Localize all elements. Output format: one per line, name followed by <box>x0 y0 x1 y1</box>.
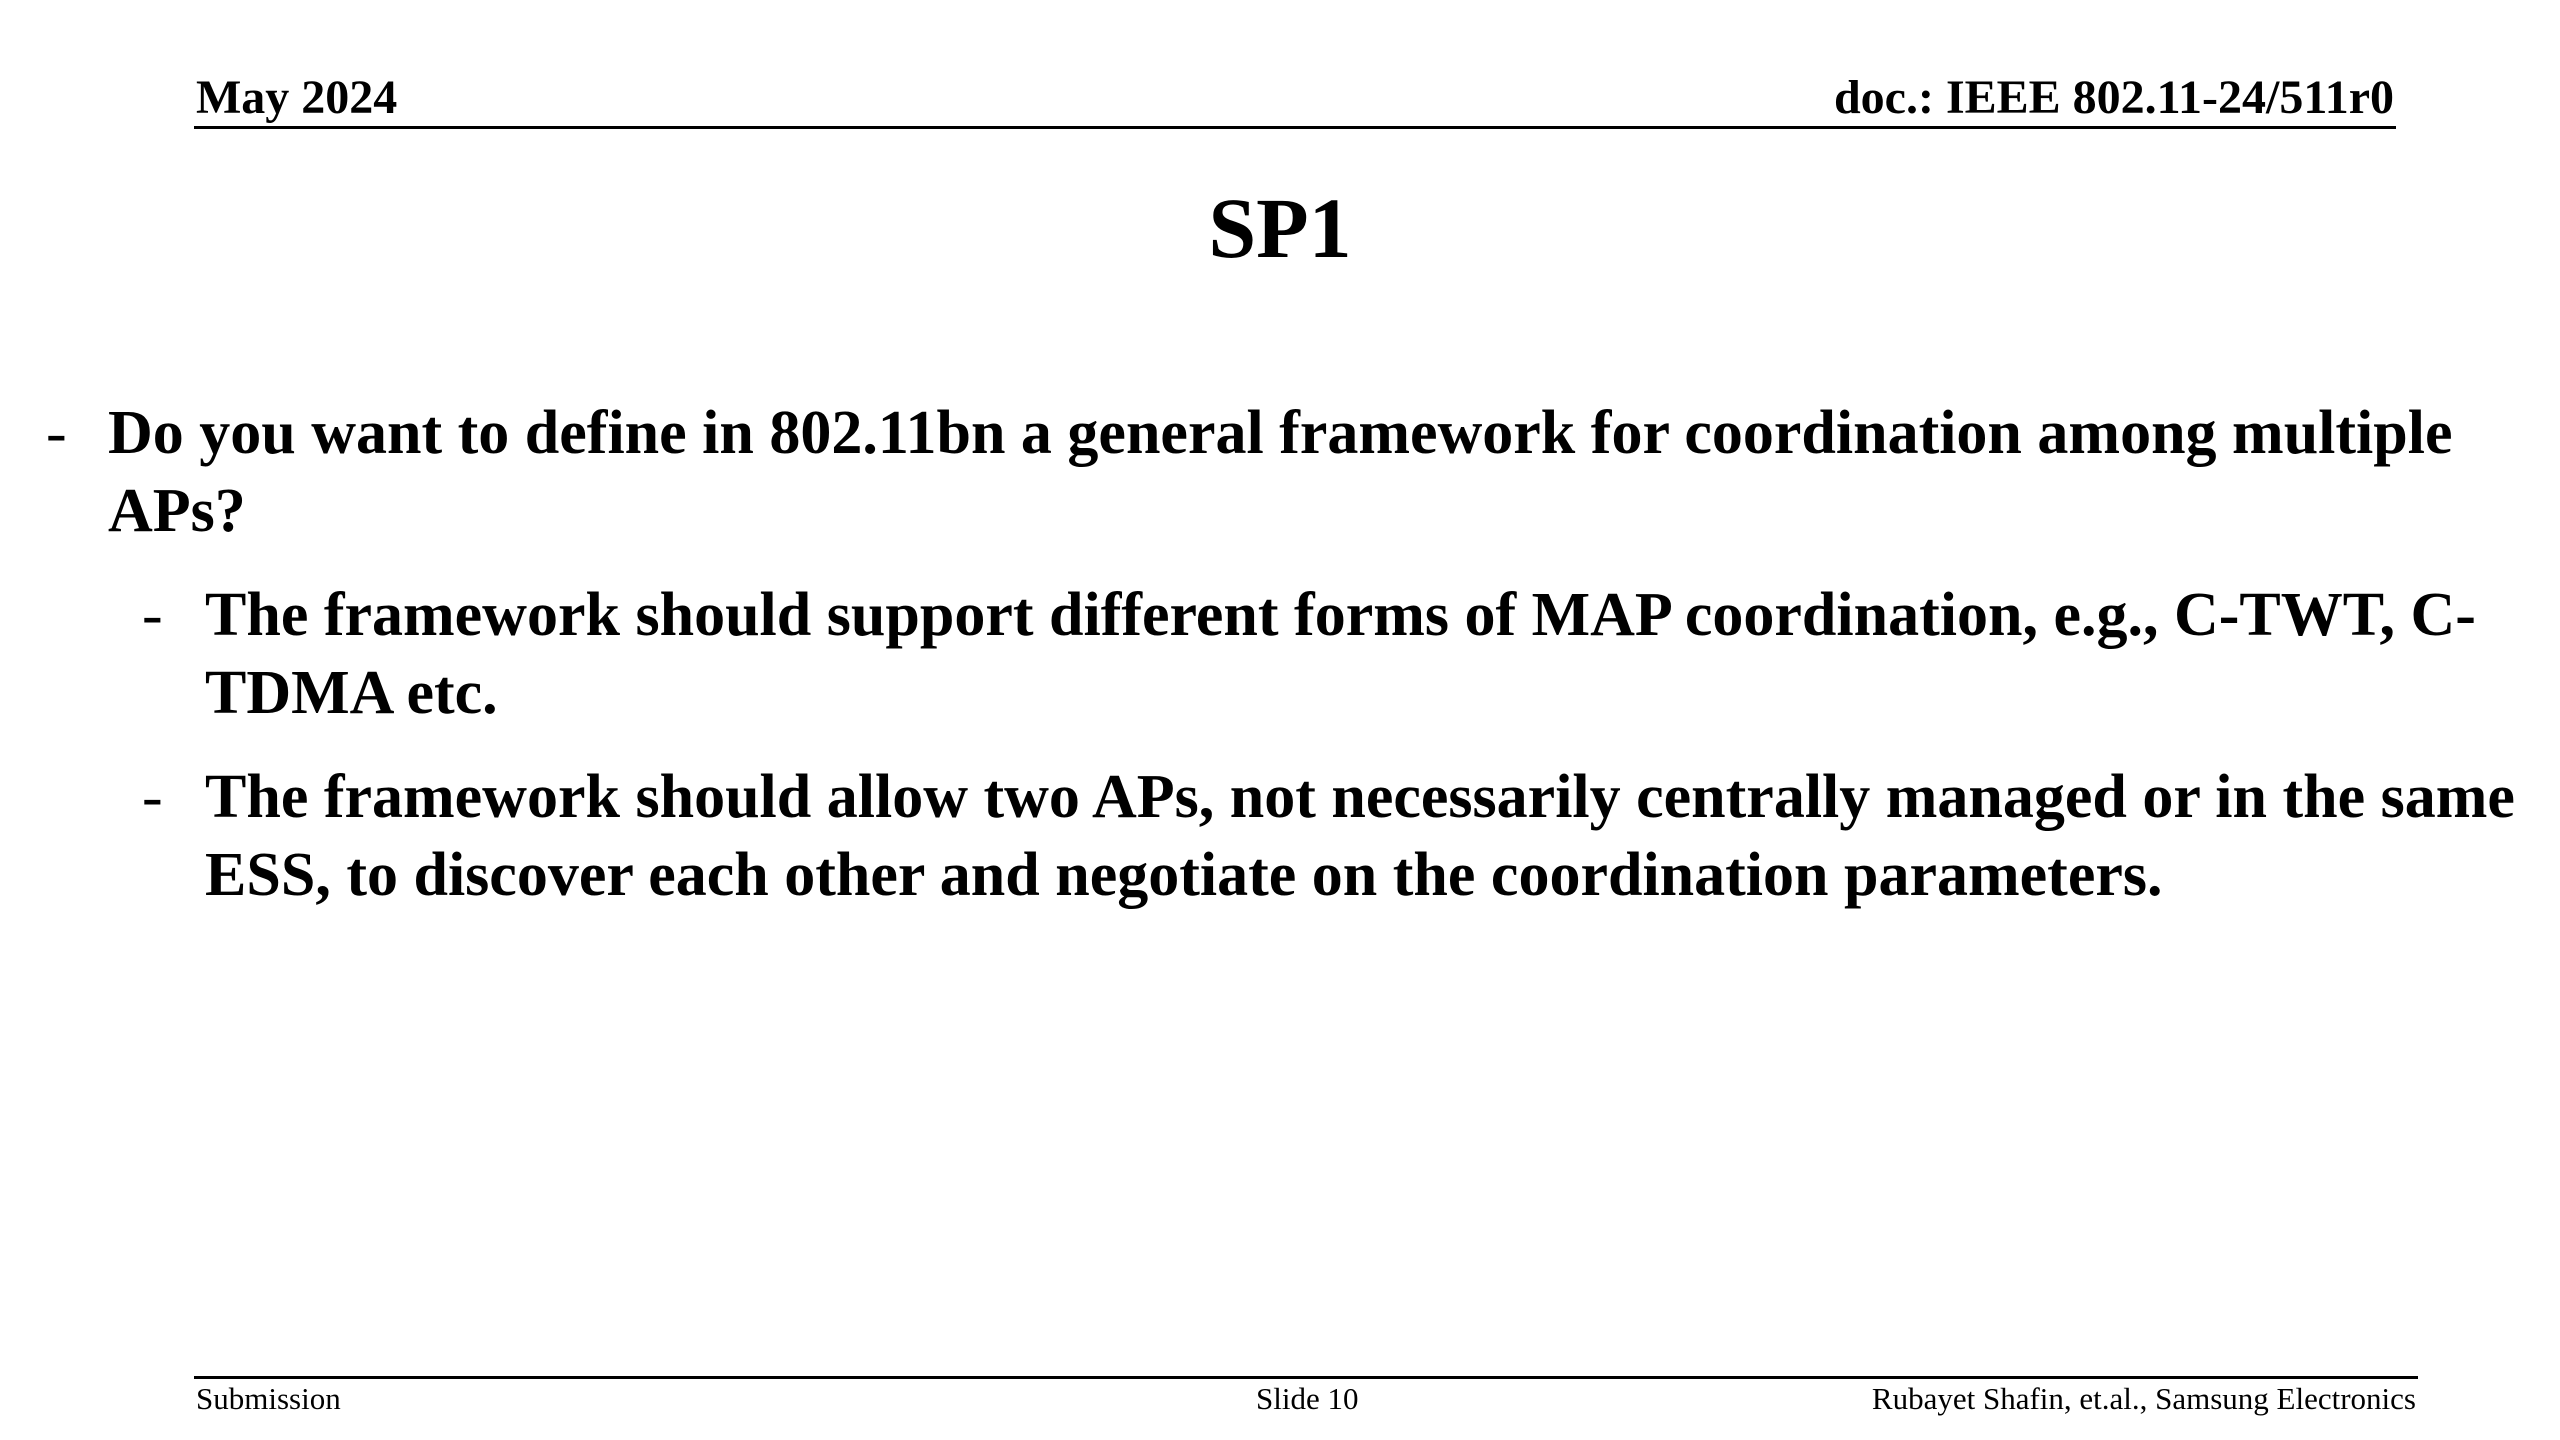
sub-bullet-text: The framework should allow two APs, not necessarily centrally managed or in the same ESS, to discover each other and negotiate on the coordination parameters. <box>205 763 2515 909</box>
footer-divider <box>194 1376 2418 1379</box>
bullet-item <box>46 394 2488 550</box>
sub-bullet-item <box>142 758 2535 914</box>
header-divider <box>194 126 2396 129</box>
footer-submission: Submission <box>196 1381 341 1416</box>
header-date: May 2024 <box>196 71 398 124</box>
bullet-dash: - <box>46 399 67 467</box>
footer-authors: Rubayet Shafin, et.al., Samsung Electronics <box>1871 1381 2416 1416</box>
sub-bullet-item <box>142 576 2535 732</box>
sub-bullet-text: The framework should support different forms of MAP coordination, e.g., C-TWT, C-TDMA etc. <box>205 581 2476 727</box>
sub-bullet-dash: - <box>142 581 163 649</box>
sub-bullet-dash: - <box>142 763 163 831</box>
header-doc-id: doc.: IEEE 802.11-24/511r0 <box>1833 71 2394 124</box>
slide-title: SP1 <box>1208 180 1352 276</box>
bullet-text: Do you want to define in 802.11bn a general framework for coordination among multiple APs? <box>108 399 2453 545</box>
footer-slide-number: Slide 10 <box>1256 1381 1359 1416</box>
